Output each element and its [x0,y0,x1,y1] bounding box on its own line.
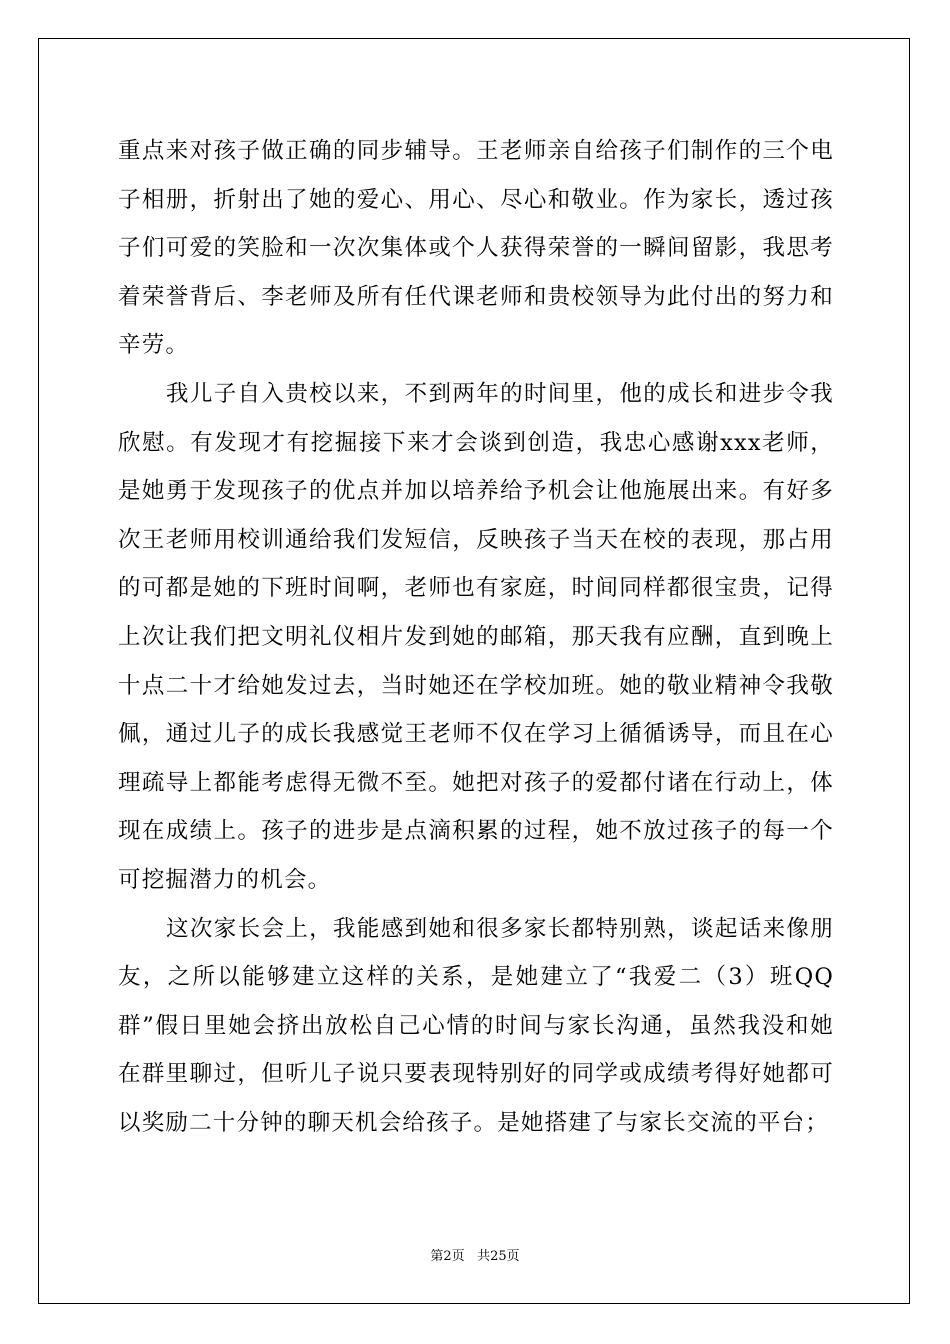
document-body [118,127,834,1147]
paragraph-1: 重点来对孩子做正确的同步辅导。王老师亲自给孩子们制作的三个电子相册，折射出了她的爱心、用心、尽心和敬业。作为家长，透过孩子们可爱的笑脸和一次次集体或个人获得荣誉的一瞬间留影，我思考着荣誉背后、李老师及所有任代课老师和贵校领导为此付出的努力和辛劳。 [118,138,834,359]
page-footer [0,1245,950,1264]
paragraph-2: 我儿子自入贵校以来，不到两年的时间里，他的成长和进步令我欣慰。有发现才有挖掘接下来才会谈到创造，我忠心感谢xxx老师，是她勇于发现孩子的优点并加以培养给予机会让他施展出来。有好多次王老师用校训通给我们发短信，反映孩子当天在校的表现，那占用的可都是她的下班时间啊，老师也有家庭，时间同样都很宝贵，记得上次让我们把文明礼仪相片发到她的邮箱，那天我有应酬，直到晚上十点二十才给她发过去，当时她还在学校加班。她的敬业精神令我敬佩，通过儿子的成长我感觉王老师不仅在学习上循循诱导，而且在心理疏导上都能考虑得无微不至。她把对孩子的爱都付诸在行动上，体现在成绩上。孩子的进步是点滴积累的过程，她不放过孩子的每一个可挖掘潜力的机会。 [118,380,834,893]
page-total: 共25页 [477,1249,520,1264]
page-number: 第2页 [430,1249,465,1264]
paragraph-3: 这次家长会上，我能感到她和很多家长都特别熟，谈起话来像朋友，之所以能够建立这样的关系，是她建立了“我爱二（3）班QQ群”假日里她会挤出放松自己心情的时间与家长沟通，虽然我没和她在群里聊过，但听儿子说只要表现特别好的同学或成绩考得好她都可以奖励二十分钟的聊天机会给孩子。是她搭建了与家长交流的平台； [118,915,834,1136]
